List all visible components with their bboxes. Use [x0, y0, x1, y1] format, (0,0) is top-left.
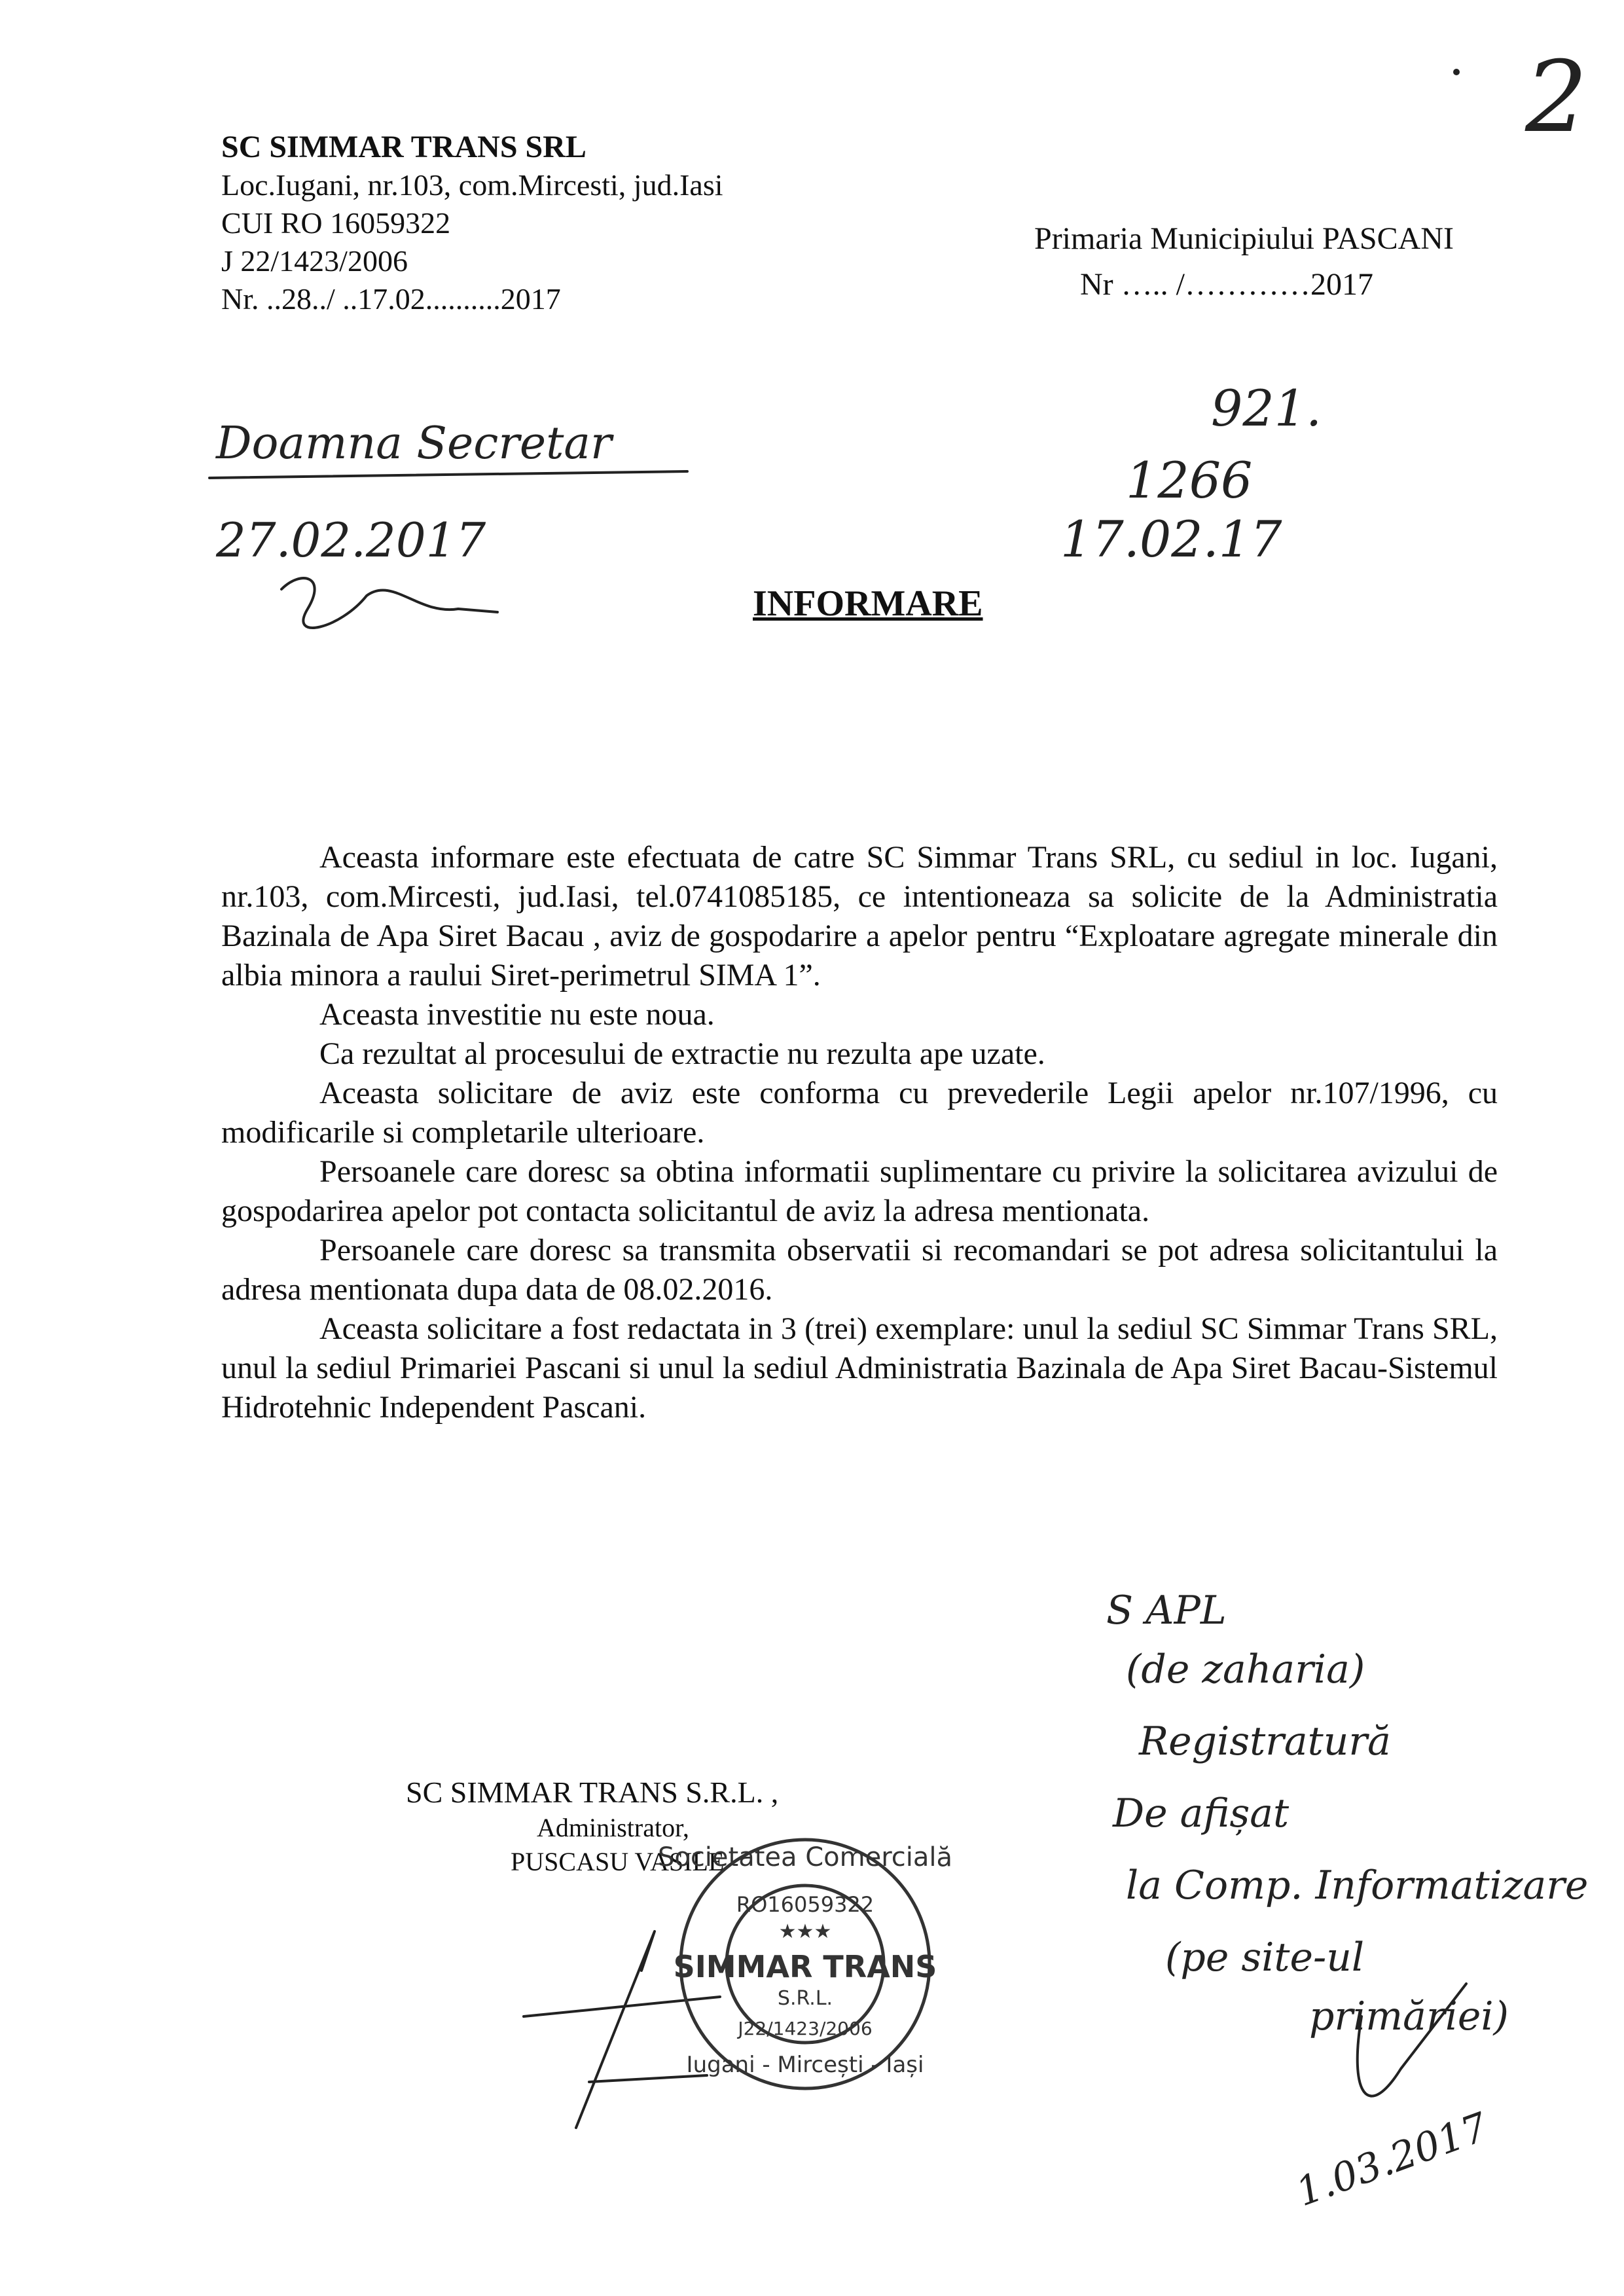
sender-registration: J 22/1423/2006	[221, 244, 408, 278]
recipient-number: Nr ….. /…………2017	[1080, 267, 1373, 302]
paragraph: Persoanele care doresc sa obtina informatii suplimentare cu privire la solicitarea avizului de gospodarirea apelor pot contacta solicitantul de aviz la adresa mentionata.	[221, 1154, 1498, 1228]
signature-name: PUSCASU VASILE	[511, 1847, 725, 1876]
page-number-handwritten: 2	[1525, 41, 1588, 155]
note-line: primăriei)	[1309, 1994, 1509, 2039]
sender-number: Nr. ..28../ ..17.02..........2017	[221, 282, 561, 316]
registration-date: 17.02.17	[1060, 510, 1282, 568]
stamp-top-text: Societatea Comercială	[657, 1842, 953, 1872]
paragraph: Ca rezultat al procesului de extractie nu rezulta ape uzate.	[319, 1036, 1045, 1071]
paragraph: Aceasta investitie nu este noua.	[319, 997, 715, 1032]
registration-number-2: 1266	[1126, 451, 1253, 509]
note-line: Registratură	[1139, 1719, 1391, 1764]
recipient-name: Primaria Municipiului PASCANI	[1034, 221, 1454, 256]
addressee-handwritten: Doamna Secretar	[216, 418, 612, 469]
signature-role: Administrator,	[537, 1813, 689, 1842]
ink-dot	[1453, 69, 1460, 75]
signature-company: SC SIMMAR TRANS S.R.L. ,	[406, 1776, 779, 1809]
note-line: S APL	[1106, 1588, 1227, 1633]
note-line: (pe site-ul	[1165, 1935, 1365, 1980]
sender-address: Loc.Iugani, nr.103, com.Mircesti, jud.Iasi	[221, 168, 723, 202]
paragraph: Aceasta solicitare de aviz este conforma cu prevederile Legii apelor nr.107/1996, cu modificarile si completarile ulterioare.	[221, 1076, 1498, 1150]
note-line: la Comp. Informatizare	[1126, 1863, 1589, 1908]
paragraph: Persoanele care doresc sa transmita observatii si recomandari se pot adresa solicitantului la adresa mentionata dupa data de 08.02.2016.	[221, 1233, 1498, 1307]
document-title: INFORMARE	[753, 583, 983, 624]
sender-company: SC SIMMAR TRANS SRL	[221, 130, 586, 164]
secretary-signature	[281, 578, 497, 628]
handwritten-note	[1106, 1588, 1588, 2039]
stamp-company-name: SIMMAR TRANS	[673, 1949, 937, 1984]
underline-stroke	[209, 471, 687, 478]
stamp-cui: RO16059322	[736, 1892, 875, 1917]
note-date: 1.03.2017	[1290, 2104, 1494, 2216]
stamp-registration: J22/1423/2006	[738, 2018, 873, 2039]
stamp-bottom-text: Iugani - Mircești - Iași	[686, 2052, 924, 2078]
paragraph: Aceasta informare este efectuata de catre SC Simmar Trans SRL, cu sediul in loc. Iugani, nr.103, com.Mircesti, jud.Iasi, tel.0741085185, ce intentioneaza sa solicite de la Administratia Bazinala de Apa Siret Bacau , aviz de gospodarire a apelor pentru “Exploatare agregate minerale din albia minora a raului Siret-perimetrul SIMA 1”.	[221, 840, 1498, 993]
paragraph: Aceasta solicitare a fost redactata in 3 (trei) exemplare: unul la sediul SC Simmar Trans SRL, unul la sediul Primariei Pascani si unul la sediul Administratia Bazinala de Apa Siret Bacau-Sistemul Hidrotehnic Independent Pascani.	[221, 1311, 1498, 1425]
sender-cui: CUI RO 16059322	[221, 206, 451, 240]
stamp-stars: ★★★	[778, 1920, 832, 1943]
date-handwritten: 27.02.2017	[216, 513, 486, 568]
stamp-srl: S.R.L.	[777, 1987, 833, 2010]
note-line: (de zaharia)	[1126, 1647, 1365, 1692]
registration-number: 921.	[1211, 379, 1322, 437]
note-line: De afișat	[1113, 1791, 1290, 1836]
